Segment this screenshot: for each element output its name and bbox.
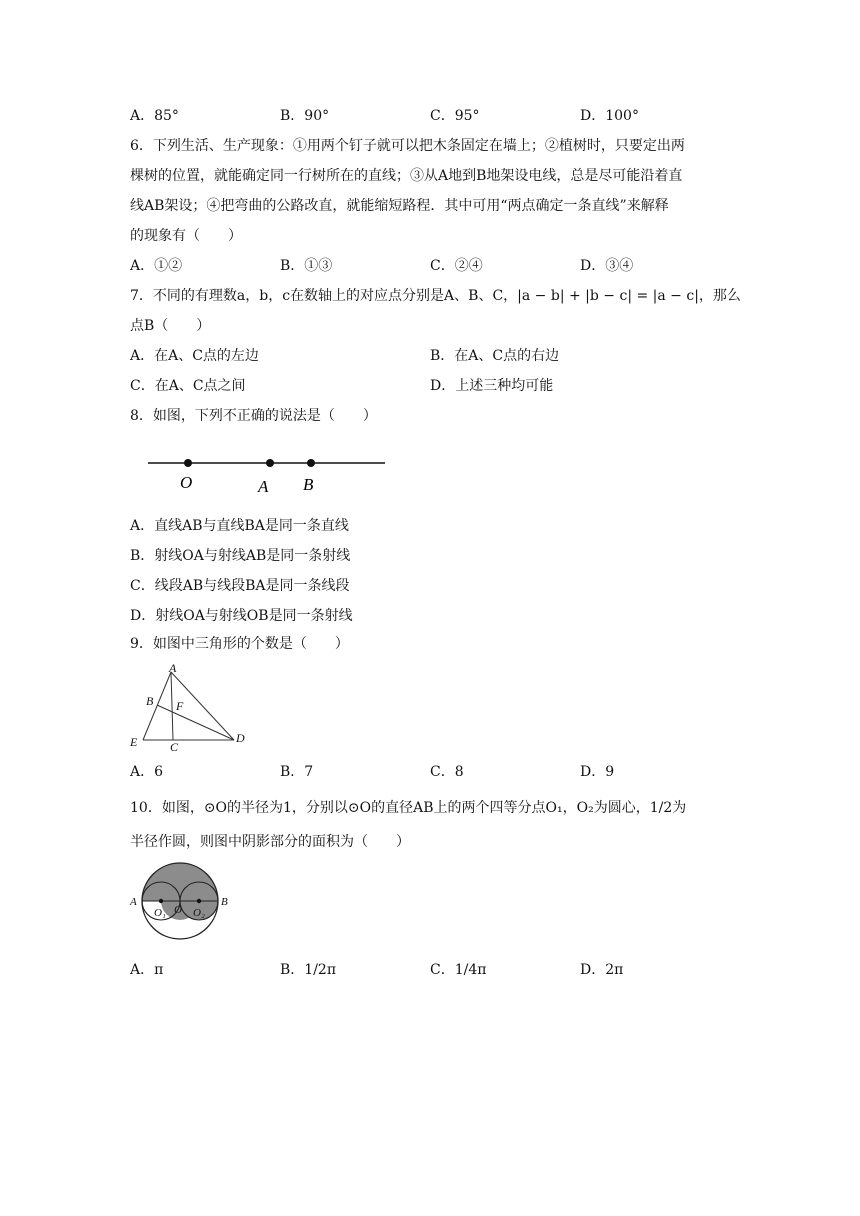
q9-option-d: D．9	[580, 764, 615, 780]
q5-option-a: A．85°	[130, 108, 179, 124]
q10-circle-figure	[126, 858, 236, 946]
q10-stem-line-2: 半径作圆，则图中阴影部分的面积为（ ）	[130, 834, 410, 850]
q7-stem-line-2: 点B（ ）	[130, 318, 211, 334]
q6-stem-line-4: 的现象有（ ）	[130, 228, 242, 244]
q10-label-o2: O₂	[193, 907, 205, 919]
q5-option-c: C．95°	[430, 108, 480, 124]
q5-option-b: B．90°	[280, 108, 330, 124]
q8-stem: 8．如图，下列不正确的说法是（ ）	[130, 408, 377, 424]
q6-option-a: A．①②	[130, 258, 183, 274]
q9-label-f: F	[176, 699, 184, 713]
q8-point-o	[184, 459, 192, 467]
q5-option-d: D．100°	[580, 108, 639, 124]
q9-stem: 9．如图中三角形的个数是（ ）	[130, 636, 349, 652]
q8-label-o: O	[180, 473, 193, 492]
q9-edge-bd	[157, 705, 234, 740]
q7-option-b: B．在A、C点的右边	[430, 348, 560, 364]
q8-label-b: B	[303, 475, 314, 494]
q6-stem-line-1: 6．下列生活、生产现象：①用两个钉子就可以把木条固定在墙上；②植树时，只要定出两	[130, 138, 685, 154]
q10-point-o1	[159, 899, 163, 903]
q6-option-b: B．①③	[280, 258, 333, 274]
q6-option-c: C．②④	[430, 258, 483, 274]
q6-stem-line-3: 线AB架设；④把弯曲的公路改直，就能缩短路程．其中可用“两点确定一条直线”来解释	[130, 198, 669, 214]
q10-option-c: C．1/4π	[430, 962, 487, 978]
q6-option-d: D．③④	[580, 258, 634, 274]
q8-point-b	[307, 459, 315, 467]
q7-option-d: D．上述三种均可能	[430, 378, 554, 394]
q7-stem-line-1: 7．不同的有理数a，b，c在数轴上的对应点分别是A、B、C，|a − b| + |b − c| = |a − c|，那么	[130, 288, 741, 304]
q7-option-c: C．在A、C点之间	[130, 378, 246, 394]
q10-label-o1: O₁	[154, 907, 166, 919]
q9-option-b: B．7	[280, 764, 314, 780]
q10-stem-line-1: 10．如图，⊙O的半径为1，分别以⊙O的直径AB上的两个四等分点O₁，O₂为圆心，1/2为	[130, 800, 687, 816]
q9-label-a: A	[169, 662, 177, 675]
q10-option-d: D．2π	[580, 962, 624, 978]
q8-option-a: A．直线AB与直线BA是同一条直线	[130, 518, 349, 534]
q8-point-a	[266, 459, 274, 467]
q8-line-figure	[140, 448, 390, 498]
q9-triangle-figure	[126, 662, 256, 754]
q10-option-b: B．1/2π	[280, 962, 337, 978]
q9-option-c: C．8	[430, 764, 464, 780]
q10-label-o: O	[174, 904, 182, 916]
q10-point-o2	[197, 899, 201, 903]
q9-label-b: B	[146, 694, 154, 708]
q10-option-a: A．π	[130, 962, 164, 978]
q6-stem-line-2: 棵树的位置，就能确定同一行树所在的直线；③从A地到B地架设电线，总是尽可能沿着直	[130, 168, 683, 184]
q9-label-c: C	[170, 740, 179, 754]
q10-label-a: A	[130, 896, 137, 908]
q9-label-d: D	[236, 731, 245, 745]
q9-edge-ac	[171, 672, 173, 740]
q8-option-d: D．射线OA与射线OB是同一条射线	[130, 608, 353, 624]
q8-option-c: C．线段AB与线段BA是同一条线段	[130, 578, 350, 594]
q9-option-a: A．6	[130, 764, 164, 780]
q10-label-b: B	[221, 896, 228, 908]
q8-label-a: A	[258, 477, 269, 496]
q7-option-a: A．在A、C点的左边	[130, 348, 259, 364]
q8-option-b: B．射线OA与射线AB是同一条射线	[130, 548, 351, 564]
q9-label-e: E	[130, 735, 138, 749]
